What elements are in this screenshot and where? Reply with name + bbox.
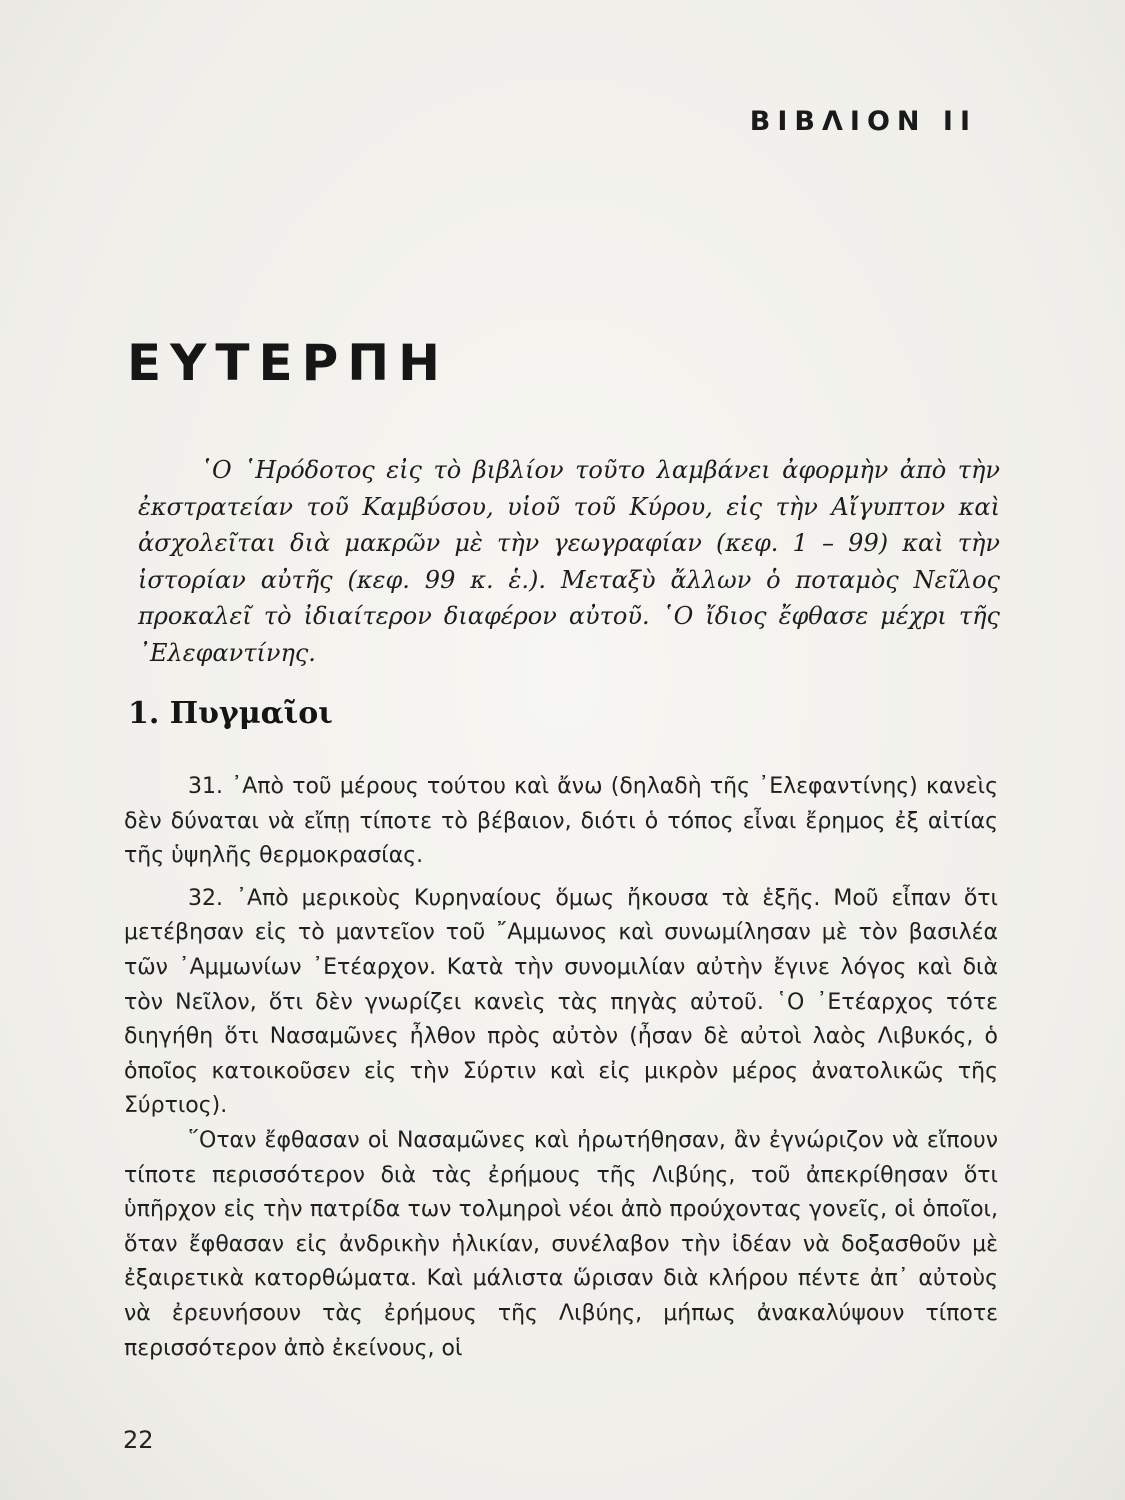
paragraph-31: 31. ᾿Απὸ τοῦ μέρους τούτου καὶ ἄνω (δηλαδὴ τῆς ᾿Ελεφαντίνης) κανεὶς δὲν δύναται νὰ εἴπῃ τίποτε τὸ βέβαιον, διότι ὁ τόπος εἶναι ἔρημος ἐξ αἰτίας τῆς ὑψηλῆς θερμοκρασίας. bbox=[124, 774, 998, 869]
book-title: ΕΥΤΕΡΠΗ bbox=[127, 334, 449, 392]
intro-summary: ῾Ο ῾Ηρόδοτος εἰς τὸ βιβλίον τοῦτο λαμβάνει ἀφορμὴν ἀπὸ τὴν ἐκστρατείαν τοῦ Καμβύσου, υἱοῦ τοῦ Κύρου, εἰς τὴν Αἴγυπτον καὶ ἀσχολεῖται διὰ μακρῶν μὲ τὴν γεωγραφίαν (κεφ. 1 – 99) καὶ τὴν ἱστορίαν αὐτῆς (κεφ. 99 κ. ἑ.). Μεταξὺ ἄλλων ὁ ποταμὸς Νεῖλος προκαλεῖ τὸ ἰδιαίτερον διαφέρον αὐτοῦ. ῾Ο ἴδιος ἔφθασε μέχρι τῆς ᾿Ελεφαντίνης. bbox=[138, 456, 1000, 667]
paragraph-32-continued: ῞Οταν ἔφθασαν οἱ Νασαμῶνες καὶ ἠρωτήθησαν, ἂν ἐγνώριζον νὰ εἴπουν τίποτε περισσότερον διὰ τὰς ἐρήμους τῆς Λιβύης, τοῦ ἀπεκρίθησαν ὅτι ὑπῆρχον εἰς τὴν πατρίδα των τολμηροὶ νέοι ἀπὸ προύχοντας γονεῖς, οἱ ὁποῖοι, ὅταν ἔφθασαν εἰς ἀνδρικὴν ἡλικίαν, συνέλαβον τὴν ἰδέαν νὰ δοξασθοῦν μὲ ἐξαιρετικὰ κατορθώματα. Καὶ μάλιστα ὥρισαν διὰ κλήρου πέντε ἀπ᾿ αὐτοὺς νὰ ἐρευνήσουν τὰς ἐρήμους τῆς Λιβύης, μήπως ἀνακαλύψουν τίποτε περισσότερον ἀπὸ ἐκείνους, οἱ bbox=[124, 1127, 998, 1361]
page-number: 22 bbox=[123, 1426, 154, 1454]
body-text bbox=[124, 770, 998, 1366]
paragraph-32: 32. ᾿Απὸ μερικοὺς Κυρηναίους ὅμως ἤκουσα τὰ ἑξῆς. Μοῦ εἶπαν ὅτι μετέβησαν εἰς τὸ μαντεῖον τοῦ ῎Αμμωνος καὶ συνωμίλησαν μὲ τὸν βασιλέα τῶν ᾿Αμμωνίων ᾿Ετέαρχον. Κατὰ τὴν συνομιλίαν αὐτὴν ἔγινε λόγος καὶ διὰ τὸν Νεῖλον, ὅτι δὲν γνωρίζει κανεὶς τὰς πηγὰς αὐτοῦ. ῾Ο ᾿Ετέαρχος τότε διηγήθη ὅτι Νασαμῶνες ἦλθον πρὸς αὐτὸν (ἦσαν δὲ αὐτοὶ λαὸς Λιβυκός, ὁ ὁποῖος κατοικοῦσεν εἰς τὴν Σύρτιν καὶ εἰς μικρὸν μέρος ἀνατολικῶς τῆς Σύρτιος). bbox=[124, 885, 998, 1119]
running-header: ΒΙΒΛΙΟΝ ΙΙ bbox=[749, 106, 977, 137]
section-heading: 1. Πυγμαῖοι bbox=[128, 696, 333, 731]
